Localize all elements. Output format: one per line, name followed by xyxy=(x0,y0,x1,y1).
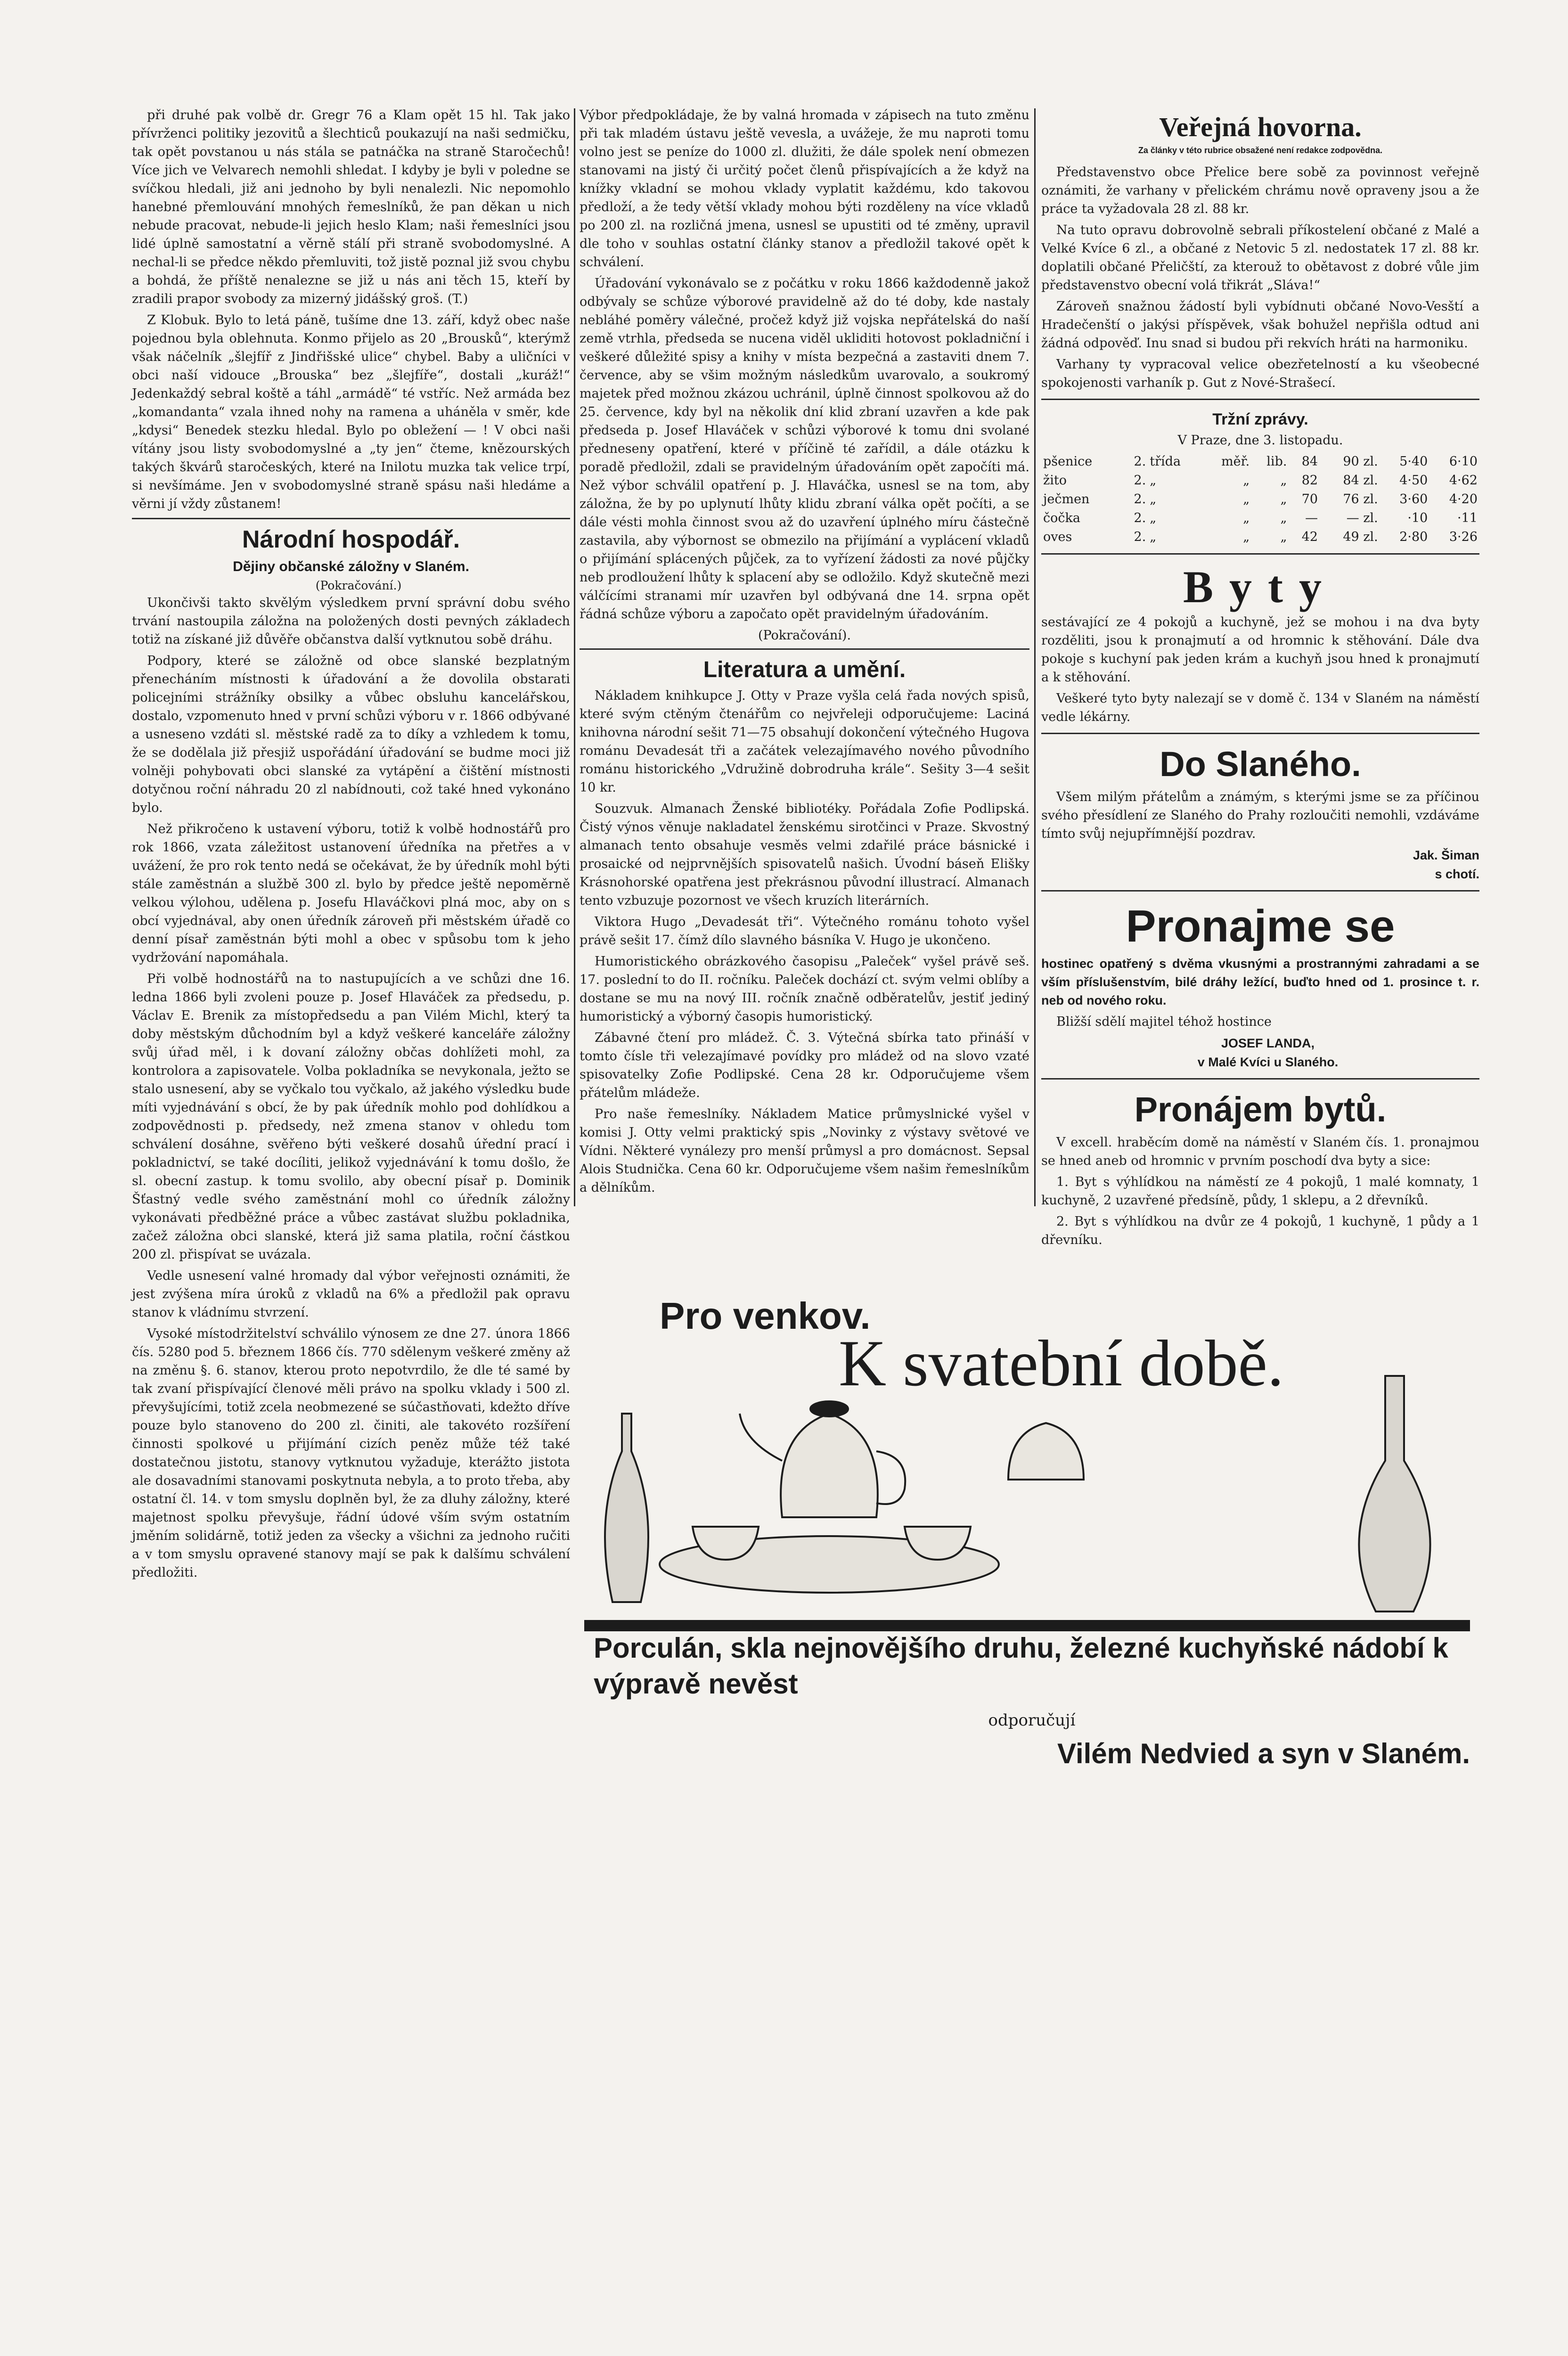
pronajme-signature: JOSEF LANDA, xyxy=(1221,1036,1315,1050)
price-row xyxy=(1041,490,1479,509)
price-cell: oves xyxy=(1043,530,1072,544)
price-table xyxy=(1041,452,1479,547)
pronajme-text-2: Bližší sdělí majitel téhož hostince xyxy=(1056,1014,1272,1029)
lit-paragraph-4: Humoristického obrázkového časopisu „Paleček“ vyšel právě seš. 17. poslední to do II. ročníku. Paleček dochází ct. svým velmi oblíby a dostane se mu na nový III. ročník značně odběratelův, jestiť jediný humoristický a výborný časopis humoristický. xyxy=(580,954,1029,1024)
price-row xyxy=(1041,509,1479,528)
price-cell: žito xyxy=(1043,473,1067,488)
section-divider xyxy=(580,648,1029,650)
pronajme-text: hostinec opatřený s dvěma vkusnými a prostrannými zahradami a se vším příslušenstvím, bilé dráhy ležící, buďto hned od 1. prosince t. r. neb od nového roku. xyxy=(1041,957,1479,1007)
editorial-note: Za články v této rubrice obsažené není redakce zodpovědna. xyxy=(1138,146,1383,155)
price-cell: „ xyxy=(1280,530,1287,544)
price-cell: „ xyxy=(1280,492,1287,507)
pronajem-title: Pronájem bytů. xyxy=(1134,1090,1387,1129)
price-cell: „ xyxy=(1243,473,1250,488)
price-cell: 4·50 xyxy=(1399,473,1428,488)
price-cell: pšenice xyxy=(1043,454,1093,469)
ad-line-2: K svatební době. xyxy=(839,1327,1284,1400)
price-cell: — xyxy=(1305,511,1318,525)
price-cell: měř. xyxy=(1221,454,1250,469)
column-1 xyxy=(132,106,570,1585)
price-cell: 2. xyxy=(1134,530,1146,544)
section-divider xyxy=(1041,553,1479,555)
intro-paragraph-1: při druhé pak volbě dr. Gregr 76 a Klam opět 15 hl. Tak jako přívrženci politiky jezovitů a šlechticů poukazují na naši sedmičku, tak opět povstanou u nás stála se patnáčka na straně Staročechů! Více jich ve Velvarech nemohli shledat. I kdyby je byli v poledne se svíčkou hledali, již ani jednoho by byli nenalezli. Nic nepomohlo hanebné přemlouvání mnohých řemeslníků, že pan děkan u nich nebude pracovat, nebude-li jejich heslo Klam; naši řemeslníci jsou lidé úplně samostatní a věrně stálí při straně svobodomyslné. A nechal-li se předce někdo přemluviti, tož jistě poznal již svou chybu a bohdá, že příště nenalezne se již u nás ani těch 15, kteří by zradili prapor svobody za mizerný jidášský groš. (T.) xyxy=(132,108,570,306)
section-title-narodni-hospodar: Národní hospodář. xyxy=(242,526,460,553)
price-cell: „ xyxy=(1150,530,1157,544)
price-cell: 2. xyxy=(1134,511,1146,525)
article-title: Dějiny občanské záložny v Slaném. xyxy=(233,559,469,574)
price-cell: čočka xyxy=(1043,511,1080,525)
article-paragraph-6: Vysoké místodržitelství schválilo výnosem ze dne 27. února 1866 čís. 5280 pod 5. březnem 1866 čís. 770 sdělenym veškeré změny až na změnu §. 6. stanov, kterou proto nepotvrdilo, že dle té samé by tak zvaní přispívající členové měli právo na spolku vklady i 500 zl. převyšujícími, totiž zcela neobmezené se súčastňovati, kdežto dříve pouze bylo stanoveno do 200 zl. činiti, ale takovéto rozšíření činnosti spolkové u přijímání cizích peněz může též také dostatečnou jistotu, stanovy vytknutou vyžaduje, kterážto jistota ale dosavadními stanovami poskytnuta nebyla, a to proto třeba, aby ostatní čl. 14. v tom smyslu doplněn byl, že za dluhy záložny, které majetnost spolku převyšuje, řádní údové vším svým ostatním jměním solidárně, totiž jeden za všecky a všichni za jednoho ručiti a v tom smyslu opravené stanovy mají se pak k dalšímu schválení předložiti. xyxy=(132,1326,570,1580)
price-cell: 4·20 xyxy=(1449,492,1478,507)
byty-text-2: Veškeré tyto byty nalezají se v domě č. 134 v Slaném na náměstí vedle lékárny. xyxy=(1041,691,1479,724)
hovorna-paragraph-3: Zároveň snažnou žádostí byli vybídnuti občané Novo-Vesští a Hradečenští o jakýsi příspěvek, však bohužel nepřišla odtud ani žádná odpověď. Inu snad si budou při rekvích hráti na harmoniku. xyxy=(1041,299,1479,351)
price-row xyxy=(1041,528,1479,547)
price-cell: 3·60 xyxy=(1399,492,1428,507)
section-divider xyxy=(1041,1078,1479,1080)
col2-continuation: (Pokračování). xyxy=(758,628,851,643)
intro-paragraph-2: Z Klobuk. Bylo to letá páně, tušíme dne 13. září, když obec naše pojednou byla oblehnuta. Konmo přijelo as 20 „Brousků“, kterýmž však náčelník „šlejfíř z Jindřišské ulice“ chybel. Baby a uličníci v obci naší vidouce „Brouska“ bez „šlejfíře“, dostali „kuráž!“ Jedenkaždý sebral koště a táhl „armádě“ té vstříc. Než armáda bez „komandanta“ vzala ihned nohy na ramena a uháněla v směr, kde „kdysi“ Benedek stezku hledal. Bylo po obležení — ! V obci naši vítány jsou listy svobodomyslné a „ty jen“ čteme, knězourských takých škvárů staročeských, které na Inilotu muzka tak velice trpí, si nevšímáme. Jen v svobodomyslné straně spásu naši hledáme a věrni jí vždy zůstanem! xyxy=(132,313,570,511)
byty-title: Byty xyxy=(1183,562,1338,612)
price-cell: „ xyxy=(1243,530,1250,544)
price-cell: třída xyxy=(1150,454,1181,469)
price-cell: ·11 xyxy=(1457,511,1478,525)
pronajem-item-1: 1. Byt s výhlídkou na náměstí ze 4 pokojů, 1 malé komnaty, 1 kuchyně, 2 uzavřené předsíně, půdy, 1 sklepu, a 2 dřevníků. xyxy=(1041,1175,1479,1208)
price-cell: 2. xyxy=(1134,492,1146,507)
do-slaneho-title: Do Slaného. xyxy=(1160,744,1361,784)
price-cell: ·10 xyxy=(1407,511,1428,525)
price-cell: „ xyxy=(1280,511,1287,525)
price-cell: 3·26 xyxy=(1449,530,1478,544)
col2-paragraph-1: Výbor předpokládaje, že by valná hromada v zápisech na tuto změnu při tak mladém ústavu ještě vevesla, a uvážeje, že mu naproti tomu volno jest se peníze do 1000 zl. dlužiti, že dále spolek není obmezen stanovami na jistý či určitý počet členů přispívajících a že když na knížky vkladní se mohou vklady vyplatit každému, kdo takovou předloží, a že tedy větší vklady mohou býti rozděleny na více vkladů po 200 zl. na rozličná jmena, usnesl se upustiti od té změny, upravil dle toho v souhlas ostatní články stanov a předložil takové opět k schválení. xyxy=(580,108,1029,270)
section-divider xyxy=(1041,890,1479,892)
price-cell: — zl. xyxy=(1346,511,1378,525)
article-paragraph-3: Než přikročeno k ustavení výboru, totiž k volbě hodnostářů pro rok 1866, vzata záležitost ustanovení úředníka na přetřes a v uvážení, že pro rok tento nedá se očekávat, že by úředník mohl býti stále zaměstnán a službě 300 zl. bylo by předce ještě nepoměrně velkou výlohou, udělena p. Josefu Hlaváčkovi plná moc, aby on s obcí vyjednával, aby onen úředník zároveň při městském úřadě co denní písař zaměstnán býti mohl a obec v spůsobu tom k jeho vydržování napomáhala. xyxy=(132,822,570,965)
do-slaneho-text: Všem milým přátelům a známým, s kterými jsme se za příčinou svého přesídlení ze Slaného do Prahy rozloučiti nemohli, vzdáváme tímto svůj nejupřímnější pozdrav. xyxy=(1041,790,1479,841)
lit-paragraph-2: Souzvuk. Almanach Ženské bibliotéky. Pořádala Zofie Podlipská. Čistý výnos věnuje nakladatel ženskému sirotčinci v Praze. Skvostný almanach tento obsahuje vesměs velmi zdařilé práce básnické i prosaické od nejprvnějších spisovatelů našich. Úvodní báseň Elišky Krásnohorské opatřena jest překrásnou původní illustrací. Almanach tento vzbuzuje pozornost ve všech kruzích literárních. xyxy=(580,802,1029,908)
market-subtitle: V Praze, dne 3. listopadu. xyxy=(1177,433,1343,448)
price-cell: „ xyxy=(1243,492,1250,507)
section-divider xyxy=(1041,399,1479,400)
ad-line-5: Vilém Nedvied a syn v Slaném. xyxy=(1057,1738,1470,1769)
price-cell: 2. xyxy=(1134,473,1146,488)
price-cell: 76 zl. xyxy=(1343,492,1378,507)
price-cell: 84 xyxy=(1301,454,1318,469)
price-cell: 70 xyxy=(1301,492,1318,507)
price-cell: „ xyxy=(1280,473,1287,488)
lit-paragraph-1: Nákladem knihkupce J. Otty v Praze vyšla celá řada nových spisů, které svým ctěným čtenářům co nejvřeleji odporučujeme: Laciná knihovna národní sešit 71—75 obsahují dokončení výtečného Hugova románu Devadesát tři a začátek velezajímavého nového původního románu historického „Vdružině dobrodruha krále“. Sešity 3—4 sešit 10 kr. xyxy=(580,688,1029,795)
ad-line-3: Porculán, skla nejnovějšího druhu, železné kuchyňské nádobí k výpravě nevěst xyxy=(594,1632,1448,1700)
lit-paragraph-3: Viktora Hugo „Devadesát tři“. Výtečného románu tohoto vyšel právě sešit 17. čímž dílo slavného básníka V. Hugo je ukončeno. xyxy=(580,915,1029,948)
ad-line-1: Pro venkov. xyxy=(660,1295,871,1337)
col2-paragraph-2: Úřadování vykonávalo se z počátku v roku 1866 každodenně jakož odbývaly se schůze výborové pravidelně až do té doby, kde nastaly nebláhé poměry válečné, pročež když již vojska nepřátelská do naší země vtrhla, předseda se nucena viděl ukliditi hotovost pokladniční i veškeré důležité spisy a knihy v místa bezpečná a zastaviti dnem 7. července, aby se všim možným následkům uvarovalo, a soukromý majetek před možnou zkázou uchránil, úplně činnost spolkovou až do 25. července, kdy byl na několik dní klid zbraní uzavřen a kde pak předseda p. Josef Hlaváček v schůzi výborové k tomu dni svolané předneseny opatření, které v příčině té zařídil, a dále otázku k poradě předložil, zdali se pravidelným úřadováním opět započíti má. Než výbor schválil opatření p. J. Hlaváčka, usnesl se na tom, aby záložna, že by po uplynutí lhůty klidu zbraní válka opět počíti, a se dále vésti mohla činnost svou až do uzavření úplného míru částečně zastavila, aby výbornost se obmezilo na přijímání a vyplácení vkladů o přijímání splácených půjček, za to vyřízení žádosti za nové půjčky neb prodloužení lhůty k splacení aby se odložilo. Když skutečně mezi válčícími stranami mír uzavřen byl odbývaná dne 14. srpna opět řádná schůze výboru a započato opět pravidelným úřadováním. xyxy=(580,276,1029,622)
price-cell: „ xyxy=(1150,511,1157,525)
price-cell: 42 xyxy=(1301,530,1318,544)
price-cell: „ xyxy=(1150,492,1157,507)
column-rule-1 xyxy=(574,108,575,1206)
pronajem-text: V excell. hraběcím domě na náměstí v Slaném čís. 1. pronajmou se hned aneb od hromnic v prvním poschodí dva byty a sice: xyxy=(1041,1135,1479,1168)
lit-paragraph-6: Pro naše řemeslníky. Nákladem Matice průmyslnické vyšel v komisi J. Otty velmi praktický spis „Novinky z výstavy světové ve Vídni. Některé vynálezy pro menší průmysl a pro domácnost. Sepsal Alois Studnička. Cena 60 kr. Odporučujeme všem našim řemeslníkům a dělníkům. xyxy=(580,1107,1029,1195)
article-paragraph-2: Podpory, které se záložně od obce slanské bezplatným přenecháním místnosti k úřadování a že dovolila obstarati policejními strážníky obsilky a vůbec obsluhu kancelářskou, dostalo, vzpomenuto hned v první schůzi výboru v r. 1866 odbývané a usneseno vzdáti sl. městské radě za to díky a vzhledem k tomu, že se dodělala již přesjiž uspořádání úřadování se budme moci již volněji pohybovati obci slanské za vytápění a čištění místnosti dotyčnou roční náhradu 20 zl nabídnouti, což také hned vykonáno bylo. xyxy=(132,654,570,815)
pronajme-signature-2: v Malé Kvíci u Slaného. xyxy=(1197,1055,1339,1069)
column-rule-2 xyxy=(1034,108,1036,1206)
section-title-verejna-hovorna: Veřejná hovorna. xyxy=(1159,112,1362,142)
section-divider xyxy=(132,518,570,519)
article-paragraph-4: Při volbě hodnostářů na to nastupujících a ve schůzi dne 16. ledna 1866 byli zvoleni pouze p. Josef Hlaváček za předsedu, p. Václav E. Brenik za místopředsedu a pan Vilém Michl, který ta doby městským důchodním byl a když veškeré kanceláře záložny svůj úřad měl, i k dovaní záložny občas dohlížeti mohl, za kontrolora a zapisovatele. Volba pokladníka se nevykonala, ježto se stalo usnesení, aby se vyčkalo tou vyčkalo, až jakého výsledku bude míti vyjednávání s obcí, že by pak úředník mohlo pod dohlídkou a zodpovědnosti p. předsedy, než zmena stanov v ohledu tom schválení dosáhne, svěřeno býti veškeré dosahů úřední prací i pokladnictví, se také docíliti, jelikož vyjednávání k tomu došlo, že sl. obecní zastup. k tomu svolilo, aby obecní písař p. Dominik Šťastný vedle svého zaměstnání mohl co úředník záložny vykonávati předběžné práce a vůbec zastávat službu pokladnika, začež záložna obci slanské, která již sama platila, roční částkou 200 zl. přispívat se uvázala. xyxy=(132,972,570,1262)
price-cell: lib. xyxy=(1266,454,1287,469)
price-row xyxy=(1041,471,1479,490)
section-title-literatura: Literatura a umění. xyxy=(703,657,906,682)
do-slaneho-signature-2: s chotí. xyxy=(1435,867,1479,881)
byty-text: sestávající ze 4 pokojů a kuchyně, jež se mohou i na dva byty rozděliti, jsou k pronajmutí a od hromnic k stěhování. Dále dva pokoje s kuchyní pak jeden krám a kuchyň jsou hned k pronajmutí a k stěhování. xyxy=(1041,615,1479,685)
article-paragraph-1: Ukončivši takto skvělým výsledkem první správní dobu svého trvání nastoupila záložna na položených dosti pevných základech totiž na získané již důvěře občanstva další vytknutou sobě dráhu. xyxy=(132,596,570,647)
hovorna-paragraph-1: Představenstvo obce Přelice bere sobě za povinnost veřejně oznámiti, že varhany v přelickém chrámu nově opraveny jsou a že práce ta vyžadovala 28 zl. 88 kr. xyxy=(1041,165,1479,216)
price-cell: 5·40 xyxy=(1399,454,1428,469)
pronajem-item-2: 2. Byt s výhlídkou na dvůr ze 4 pokojů, 1 kuchyně, 1 půdy a 1 dřevníku. xyxy=(1041,1214,1479,1247)
price-cell: „ xyxy=(1243,511,1250,525)
price-cell: 49 zl. xyxy=(1343,530,1378,544)
price-cell: ječmen xyxy=(1043,492,1090,507)
pronajme-title: Pronajme se xyxy=(1126,901,1395,951)
price-cell: 2·80 xyxy=(1399,530,1428,544)
tableware-illustration xyxy=(584,1235,1470,1649)
hovorna-paragraph-4: Varhany ty vypracoval velice obezřetelností a ku všeobecné spokojenosti varhaník p. Gut z Nové-Strašecí. xyxy=(1041,357,1479,390)
article-paragraph-5: Vedle usnesení valné hromady dal výbor veřejnosti oznámiti, že jest zvýšena míra úroků z vkladů na 6% a předložil pak opravu stanov k vládnímu stvrzení. xyxy=(132,1268,570,1320)
hovorna-paragraph-2: Na tuto opravu dobrovolně sebrali příkostelení občané z Malé a Velké Kvíce 6 zl., a občané z Netovic 5 zl. nedostatek 17 zl. 88 kr. doplatili občané Přeličští, za kterouž to obětavost z dobré vůle jim představenstvo obecní volá třikrát „Sláva!“ xyxy=(1041,223,1479,293)
price-cell: „ xyxy=(1150,473,1157,488)
price-row xyxy=(1041,452,1479,471)
article-continuation: (Pokračování.) xyxy=(315,579,402,592)
price-cell: 82 xyxy=(1301,473,1318,488)
column-3 xyxy=(1041,106,1479,1252)
section-divider xyxy=(1041,733,1479,734)
ad-line-4: odporučují xyxy=(988,1711,1076,1730)
lit-paragraph-5: Zábavné čtení pro mládež. Č. 3. Výtečná sbírka tato přináší v tomto čísle tři velezajímavé povídky pro mládež od na slovo vzaté spisovatelky Zofie Podlipské. Cena 28 kr. Odporučujeme všem přátelům mládeže. xyxy=(580,1031,1029,1100)
column-2 xyxy=(580,106,1029,1200)
price-cell: 6·10 xyxy=(1449,454,1478,469)
price-cell: 84 zl. xyxy=(1343,473,1378,488)
ad-text-block xyxy=(594,1630,1470,1775)
do-slaneho-signature: Jak. Šiman xyxy=(1413,848,1479,862)
price-cell: 2. xyxy=(1134,454,1146,469)
market-title: Tržní zprávy. xyxy=(1212,410,1308,428)
price-cell: 4·62 xyxy=(1449,473,1478,488)
price-cell: 90 zl. xyxy=(1343,454,1378,469)
